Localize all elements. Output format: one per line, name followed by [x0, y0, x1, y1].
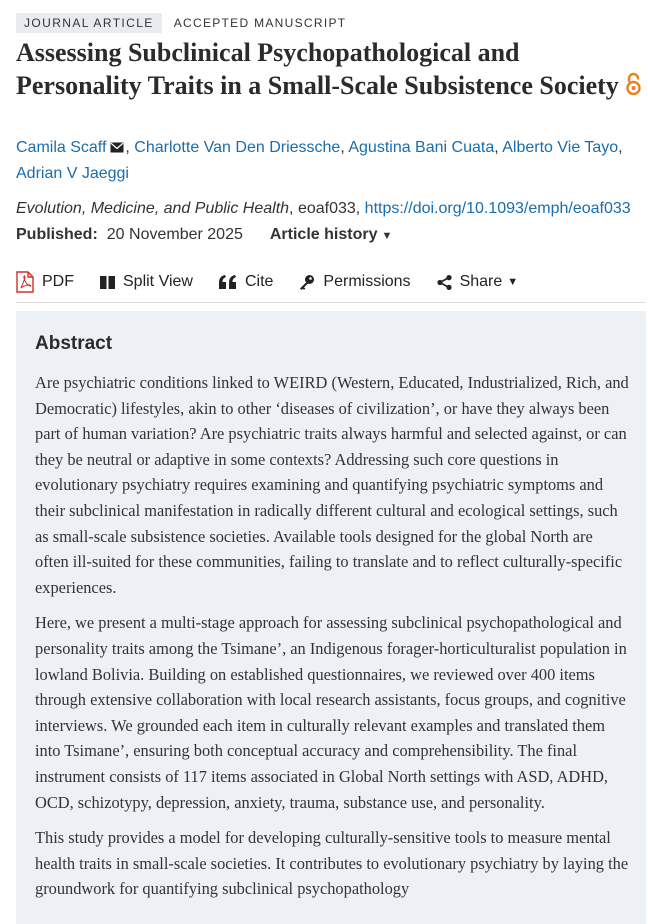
caret-down-icon: ▼ — [381, 230, 393, 242]
article-tags — [16, 12, 346, 33]
email-icon[interactable] — [110, 142, 124, 153]
article-toolbar — [16, 269, 646, 303]
abstract-paragraph: This study provides a model for developing culturally-sensitive tools to measure mental health traits in small-scale societies. It contributes to evolutionary psychiatry by laying the groundwork for quantifying subclinical psychopathology — [35, 828, 629, 899]
abstract-paragraph: Are psychiatric conditions linked to WEIRD (Western, Educated, Industrialized, Rich, and Democratic) lifestyles, akin to other ‘diseases of civilization’, or have they always been part of human variation? Are psychiatric traits always harmful and selected against, or can they be neutral or adaptive in some contexts? Addressing such core questions in evolutionary psychiatry requires examining and quantifying psychiatric symptoms and their subclinical manifestation in radically different cultural and ecological settings, such as small-scale subsistence societies. Available tools designed for the global North are often ill-suited for these communities, failing to translate and to reflect culturally-specific experiences. — [35, 373, 629, 597]
split-view-button[interactable] — [100, 269, 193, 295]
permissions-button[interactable] — [299, 269, 410, 295]
open-access-icon — [625, 72, 642, 96]
published-label: Published: — [16, 226, 98, 243]
author-list: Camila Scaff , Charlotte Van Den Driessche, Agustina Bani Cuata, Alberto Vie Tayo, Adrian V Jaeggi — [16, 139, 623, 182]
article-history-label: Article history — [269, 226, 378, 243]
share-icon — [437, 275, 452, 290]
article-history-dropdown[interactable] — [270, 224, 392, 247]
pdf-label: PDF — [42, 273, 74, 290]
cite-button[interactable] — [219, 269, 273, 295]
key-icon — [299, 274, 315, 290]
abstract-heading: Abstract — [35, 333, 113, 354]
author-link[interactable]: Agustina Bani Cuata — [348, 139, 495, 156]
pdf-icon — [16, 271, 34, 293]
abstract-section — [16, 311, 646, 924]
article-title-text: Assessing Subclinical Psychopathological and Personality Traits in a Small-Scale Subsistence Society — [16, 38, 619, 100]
quote-icon — [219, 275, 237, 289]
split-view-label: Split View — [123, 273, 193, 290]
published-date: 20 November 2025 — [106, 226, 243, 243]
author-link[interactable]: Camila Scaff — [16, 139, 107, 156]
manuscript-status: ACCEPTED MANUSCRIPT — [173, 15, 347, 30]
author-link[interactable]: Adrian V Jaeggi — [16, 165, 129, 182]
doi-link[interactable]: https://doi.org/10.1093/emph/eoaf033 — [364, 200, 631, 217]
article-title — [16, 36, 646, 102]
abstract-body — [35, 370, 629, 912]
permissions-label: Permissions — [323, 273, 411, 290]
caret-down-icon: ▼ — [507, 276, 519, 288]
citation-line — [16, 198, 646, 220]
share-dropdown[interactable] — [437, 269, 519, 295]
author-link[interactable]: Alberto Vie Tayo — [502, 139, 619, 156]
split-view-icon — [100, 276, 115, 289]
article-id: , eoaf033, — [289, 200, 365, 217]
article-type-badge: JOURNAL ARTICLE — [16, 13, 162, 33]
publication-info — [16, 224, 392, 247]
cite-label: Cite — [244, 273, 274, 290]
author-link[interactable]: Charlotte Van Den Driessche — [134, 139, 341, 156]
pdf-button[interactable] — [16, 269, 74, 295]
share-label: Share — [459, 273, 503, 290]
abstract-paragraph: Here, we present a multi-stage approach for assessing subclinical psychopathological and personality traits among the Tsimane’, an Indigenous forager-horticulturalist population in lowland Bolivia. Building on established questionnaires, we reviewed over 400 items through extensive collaboration with local research assistants, focus groups, and cognitive interviews. We grounded each item in culturally relevant examples and translated them into Tsimane’, ensuring both conceptual accuracy and comprehensibility. The final instrument consists of 117 items associated in Global North settings with ASD, ADHD, OCD, schizotypy, depression, anxiety, trauma, substance use, and personality. — [35, 613, 627, 812]
journal-name: Evolution, Medicine, and Public Health — [16, 200, 290, 217]
